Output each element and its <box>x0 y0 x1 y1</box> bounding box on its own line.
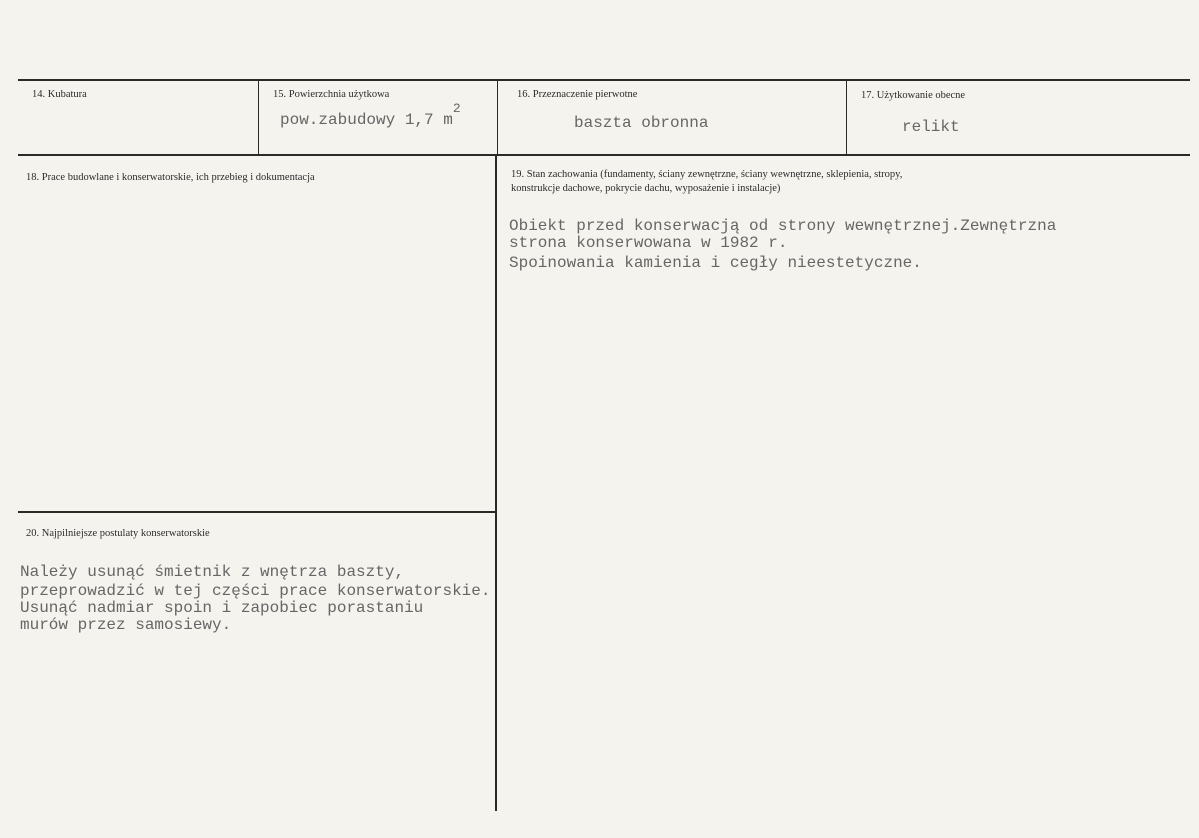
postulaty-text-line: Należy usunąć śmietnik z wnętrza baszty, <box>20 563 405 581</box>
postulaty-text-line: murów przez samosiewy. <box>20 616 232 634</box>
postulaty-text-line: przeprowadzić w tej części prace konserwatorskie. <box>20 582 491 600</box>
divider-15-16 <box>497 79 498 155</box>
stan-text-line: Obiekt przed konserwacją od strony wewnętrznej.Zewnętrzna <box>509 217 1057 235</box>
main-vertical-divider <box>495 155 497 811</box>
divider-14-15 <box>258 79 259 155</box>
section-20-top-rule <box>18 511 495 513</box>
stan-label-line1: 19. Stan zachowania (fundamenty, ściany zewnętrzne, ściany wewnętrzne, sklepienia, stropy, <box>511 169 903 180</box>
postulaty-label: 20. Najpilniejsze postulaty konserwatorskie <box>26 528 210 539</box>
stan-text-line: strona konserwowana w 1982 r. <box>509 234 788 252</box>
powierzchnia-value <box>280 101 461 129</box>
unit-superscript: 2 <box>452 101 461 116</box>
stan-label-line2: konstrukcje dachowe, pokrycie dachu, wyposażenie i instalacje) <box>511 183 781 194</box>
przeznaczenie-value: baszta obronna <box>574 114 709 132</box>
stan-text-line: Spoinowania kamienia i cegły nieestetyczne. <box>509 254 922 272</box>
top-rule <box>18 79 1190 81</box>
uzytkowanie-label: 17. Użytkowanie obecne <box>861 90 966 101</box>
powierzchnia-label: 15. Powierzchnia użytkowa <box>273 89 390 100</box>
postulaty-text-line: Usunąć nadmiar spoin i zapobiec porastaniu <box>20 599 424 617</box>
przeznaczenie-label: 16. Przeznaczenie pierwotne <box>517 89 638 100</box>
prace-label: 18. Prace budowlane i konserwatorskie, ich przebieg i dokumentacja <box>26 172 315 183</box>
powierzchnia-text: pow.zabudowy 1,7 m <box>280 111 453 129</box>
row1-bottom-rule <box>18 154 1190 156</box>
kubatura-label: 14. Kubatura <box>32 89 87 100</box>
uzytkowanie-value: relikt <box>902 118 960 136</box>
divider-16-17 <box>846 79 847 155</box>
